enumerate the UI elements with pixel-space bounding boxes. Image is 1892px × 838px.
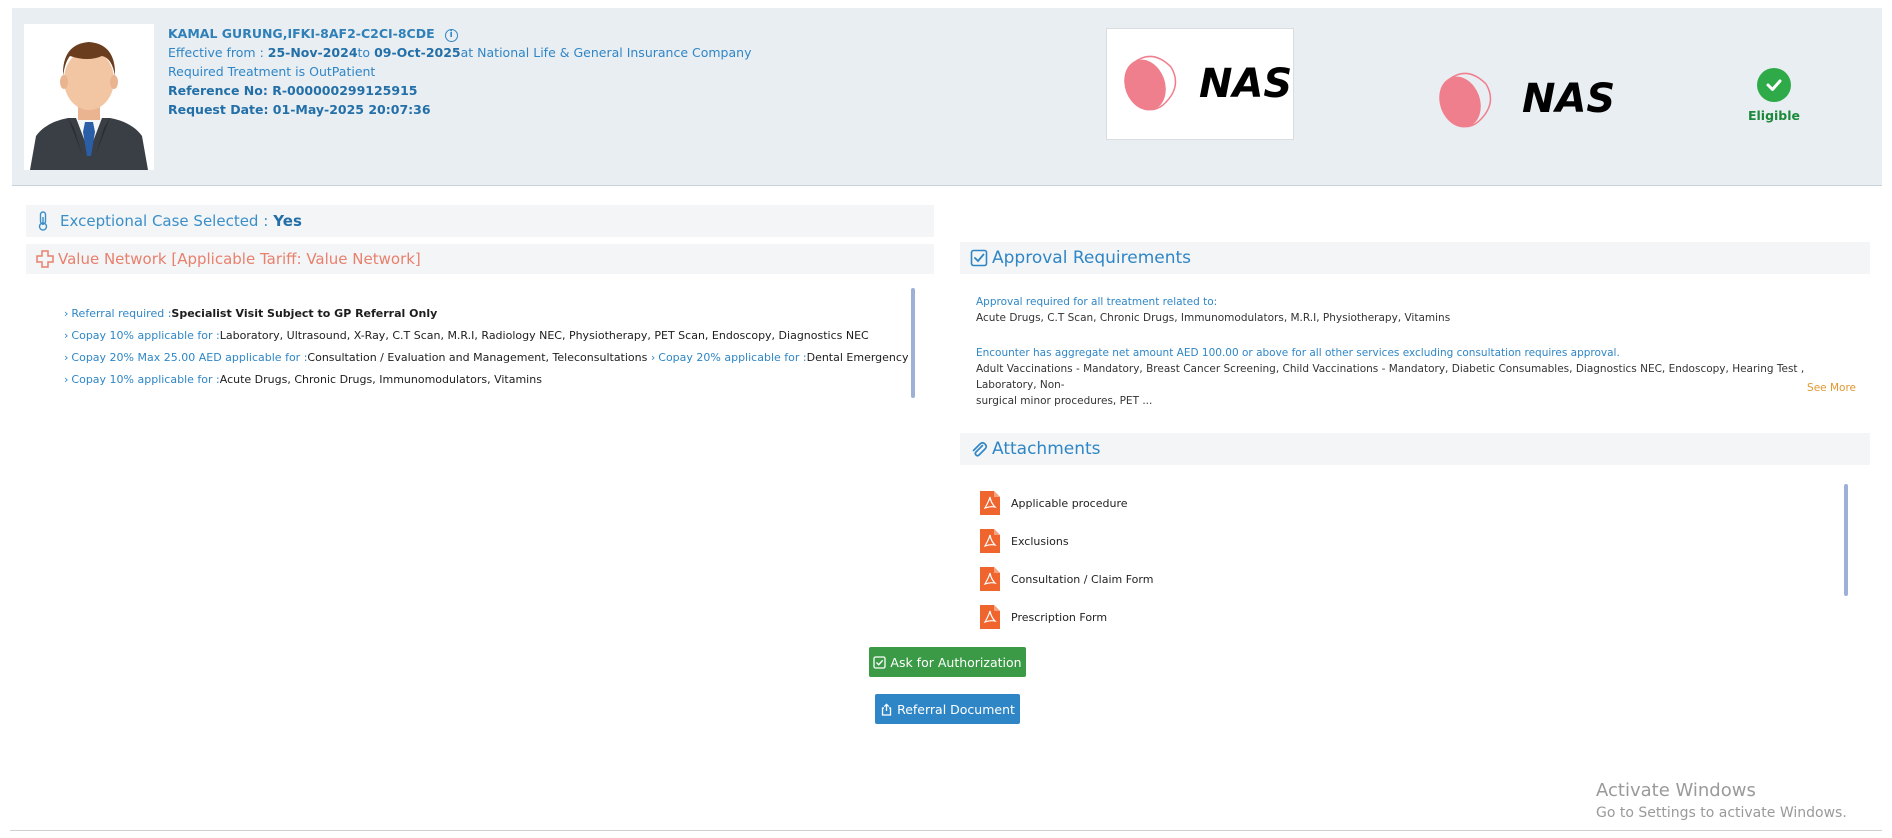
attachment-label[interactable]: Prescription Form (1011, 610, 1108, 624)
avatar-icon (24, 24, 154, 170)
attachments-title: Attachments (992, 439, 1101, 459)
referral-value: Specialist Visit Subject to GP Referral Only (171, 307, 438, 320)
attachment-item[interactable] (980, 484, 1840, 522)
referral-document-label: Referral Document (897, 701, 1015, 717)
copay-4-label: Copay 10% applicable for : (71, 373, 220, 386)
approval-required-items: Acute Drugs, C.T Scan, Chronic Drugs, Immunomodulators, M.R.I, Physiotherapy, Vitamins (976, 312, 1451, 324)
eligibility-status (1738, 68, 1810, 123)
eligibility-label: Eligible (1747, 108, 1801, 123)
attachment-label[interactable]: Consultation / Claim Form (1011, 572, 1154, 586)
windows-activation-watermark (1596, 780, 1847, 821)
see-more-link[interactable]: See More (1807, 382, 1856, 394)
check-icon (1757, 68, 1791, 102)
value-network-label: Value Network [Applicable Tariff: Value Network] (58, 250, 421, 268)
encounter-threshold-label: Encounter has aggregate net amount AED 100.00 or above for all other services excluding consultation requires approval. (976, 347, 1620, 359)
copay-4-value: Acute Drugs, Chronic Drugs, Immunomodulators, Vitamins (219, 373, 542, 386)
effective-from: 25-Nov-2024 (267, 45, 358, 60)
benefit-copay-2: › Copay 20% Max 25.00 AED applicable for :Consultation / Evaluation and Management, Teleconsultations › Copay 20% applicable for :Dental Emergency (64, 351, 909, 364)
benefit-scrollbar[interactable] (911, 288, 915, 398)
thermometer-icon (36, 211, 50, 231)
footer-divider (10, 830, 1882, 831)
copay-1-label: Copay 10% applicable for : (71, 329, 220, 342)
encounter-items-line-2: surgical minor procedures, PET ... (976, 395, 1153, 407)
pdf-icon (980, 491, 1000, 515)
approval-requirements-bar (960, 242, 1870, 274)
ask-for-authorization-button[interactable] (869, 647, 1026, 677)
approval-required-label: Approval required for all treatment related to: (976, 296, 1218, 308)
copay-3-label: Copay 20% applicable for : (658, 351, 807, 364)
ask-for-authorization-label: Ask for Authorization (890, 654, 1022, 670)
medical-cross-icon (36, 250, 54, 268)
insurer-name: at National Life & General Insurance Company (460, 45, 752, 60)
attachments-list (980, 484, 1840, 624)
member-header (12, 8, 1882, 186)
share-icon (880, 703, 893, 716)
payer-logo-text: NAS (1199, 61, 1293, 107)
attachment-item[interactable] (980, 522, 1840, 560)
attachments-scrollbar[interactable] (1844, 484, 1848, 596)
checkbox-icon (970, 249, 988, 267)
member-details (168, 24, 751, 119)
pdf-icon (980, 605, 1000, 629)
attachment-label[interactable]: Applicable procedure (1011, 496, 1128, 510)
effective-to: 09-Oct-2025 (374, 45, 461, 60)
pdf-icon (980, 529, 1000, 553)
copay-1-value: Laboratory, Ultrasound, X-Ray, C.T Scan, M.R.I, Radiology NEC, Physiotherapy, PET Scan, Endoscopy, Diagnostics NEC (219, 329, 869, 342)
copay-2-value: Consultation / Evaluation and Management, Teleconsultations (307, 351, 648, 364)
exceptional-case-bar (26, 205, 934, 237)
info-icon[interactable]: i (445, 29, 458, 42)
encounter-items-line-1: Adult Vaccinations - Mandatory, Breast Cancer Screening, Child Vaccinations - Mandatory, Diabetic Consumables, Diagnostics NEC, Endoscopy, Hearing Test , Laboratory, Non- (976, 363, 1805, 391)
member-name-id: KAMAL GURUNG,IFKI-8AF2-C2CI-8CDE (168, 26, 435, 41)
attachment-item[interactable] (980, 560, 1840, 598)
copay-3-value: Dental Emergency (806, 351, 909, 364)
avatar (24, 24, 154, 170)
attachment-label[interactable]: Exclusions (1011, 534, 1069, 548)
coverage-period (168, 43, 751, 62)
reference-number: Reference No: R-000000299125915 (168, 83, 418, 98)
approval-requirements-title: Approval Requirements (992, 248, 1192, 268)
value-network-bar (26, 244, 934, 274)
effective-prefix: Effective from : (168, 45, 268, 60)
request-date: Request Date: 01-May-2025 20:07:36 (168, 102, 431, 117)
watermark-line-1: Activate Windows (1596, 780, 1756, 801)
attachment-item[interactable] (980, 598, 1840, 636)
treatment-type: Required Treatment is OutPatient (168, 64, 376, 79)
network-logo-text: NAS (1522, 76, 1616, 122)
watermark-line-2: Go to Settings to activate Windows. (1596, 805, 1847, 821)
exceptional-case-value: Yes (273, 212, 302, 230)
benefit-referral: › Referral required :Specialist Visit Subject to GP Referral Only (64, 307, 438, 320)
referral-document-button[interactable] (875, 694, 1020, 724)
benefit-copay-4: › Copay 10% applicable for :Acute Drugs, Chronic Drugs, Immunomodulators, Vitamins (64, 373, 542, 386)
payer-logo (1106, 28, 1294, 140)
approval-requirements-body (976, 294, 1856, 409)
checkbox-icon (873, 656, 886, 669)
referral-label: Referral required : (71, 307, 172, 320)
network-logo (1430, 66, 1630, 138)
benefit-copay-1: › Copay 10% applicable for :Laboratory, Ultrasound, X-Ray, C.T Scan, M.R.I, Radiology NEC, Physiotherapy, PET Scan, Endoscopy, Diagnostics NEC (64, 329, 869, 342)
copay-2-label: Copay 20% Max 25.00 AED applicable for : (71, 351, 308, 364)
benefit-list (64, 303, 914, 391)
exceptional-case-label: Exceptional Case Selected : (60, 212, 269, 230)
pdf-icon (980, 567, 1000, 591)
paperclip-icon (970, 440, 988, 458)
effective-to-text: to (357, 45, 375, 60)
attachments-bar (960, 433, 1870, 465)
